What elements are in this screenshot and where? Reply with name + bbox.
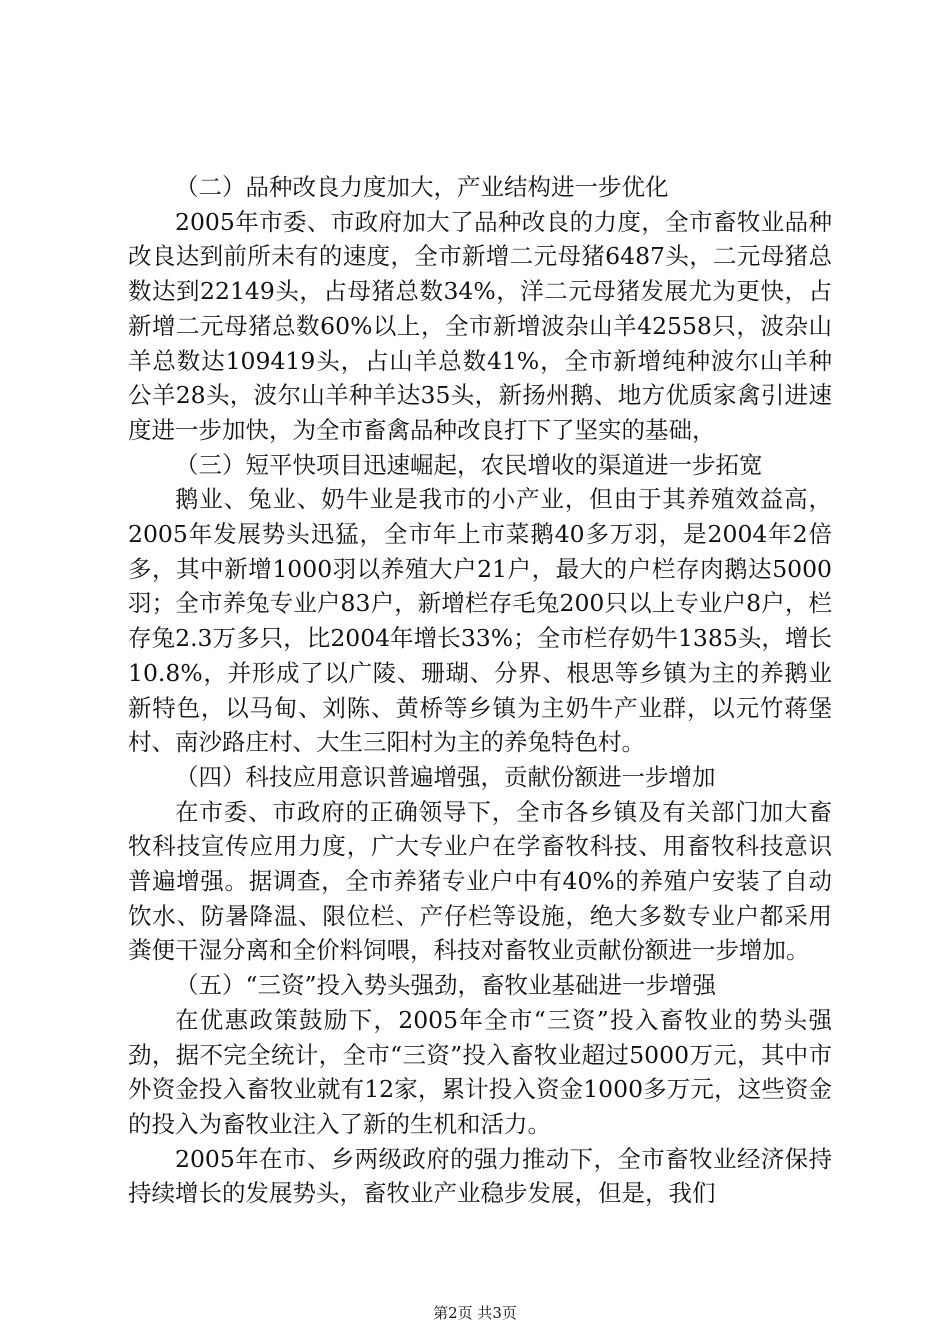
- body-paragraph: 2005年市委、市政府加大了品种改良的力度，全市畜牧业品种改良达到前所未有的速度，全市新增二元母猪6487头，二元母猪总数达到22149头，占母猪总数34%，洋二元母猪发展尤为更快，占新增二元母猪总数60%以上，全市新增波杂山羊42558只，波杂山羊总数达109419头，占山羊总数41%，全市新增纯种波尔山羊种公羊28头，波尔山羊种羊达35头，新扬州鹅、地方优质家禽引进速度进一步加快，为全市畜禽品种改良打下了坚实的基础，: [128, 207, 832, 444]
- section-heading-2: （二）品种改良力度加大，产业结构进一步优化: [175, 173, 669, 201]
- section-heading-3: （三）短平快项目迅速崛起，农民增收的渠道进一步拓宽: [175, 450, 763, 479]
- body-paragraph: 在优惠政策鼓励下，2005年全市“三资”投入畜牧业的势头强劲，据不完全统计，全市“三资”投入畜牧业超过5000万元，其中市外资金投入畜牧业就有12家，累计投入资金1000多万元，这些资金的投入为畜牧业注入了新的生机和活力。: [128, 1005, 832, 1138]
- section-heading-5: （五）“三资”投入势头强劲，畜牧业基础进一步增强: [175, 971, 717, 1000]
- body-paragraph: 鹅业、兔业、奶牛业是我市的小产业，但由于其养殖效益高，2005年发展势头迅猛，全市年上市菜鹅40多万羽，是2004年2倍多，其中新增1000羽以养殖大户21户，最大的户栏存肉鹅达5000羽；全市养兔专业户83户，新增栏存毛兔200只以上专业户8户，栏存兔2.3万多只，比2004年增长33%；全市栏存奶牛1385头，增长10.8%，并形成了以广陵、珊瑚、分界、根思等乡镇为主的养鹅业新特色，以马甸、刘陈、黄桥等乡镇为主奶牛产业群，以元竹蒋堡村、南沙路庄村、大生三阳村为主的养兔特色村。: [128, 485, 832, 757]
- body-paragraph: 2005年在市、乡两级政府的强力推动下，全市畜牧业经济保持持续增长的发展势头，畜牧业产业稳步发展，但是，我们: [128, 1144, 832, 1208]
- document-body: [128, 170, 832, 1211]
- section-heading-4: （四）科技应用意识普遍增强，贡献份额进一步增加: [175, 762, 716, 791]
- page-number-footer: 第2页 共3页: [433, 1304, 517, 1322]
- body-paragraph: 在市委、市政府的正确领导下，全市各乡镇及有关部门加大畜牧科技宣传应用力度，广大专业户在学畜牧科技、用畜牧科技意识普遍增强。据调查，全市养猪专业户中有40%的养殖户安装了自动饮水、防暑降温、限位栏、产仔栏等设施，绝大多数专业户都采用粪便干湿分离和全价料饲喂，科技对畜牧业贡献份额进一步增加。: [128, 797, 832, 965]
